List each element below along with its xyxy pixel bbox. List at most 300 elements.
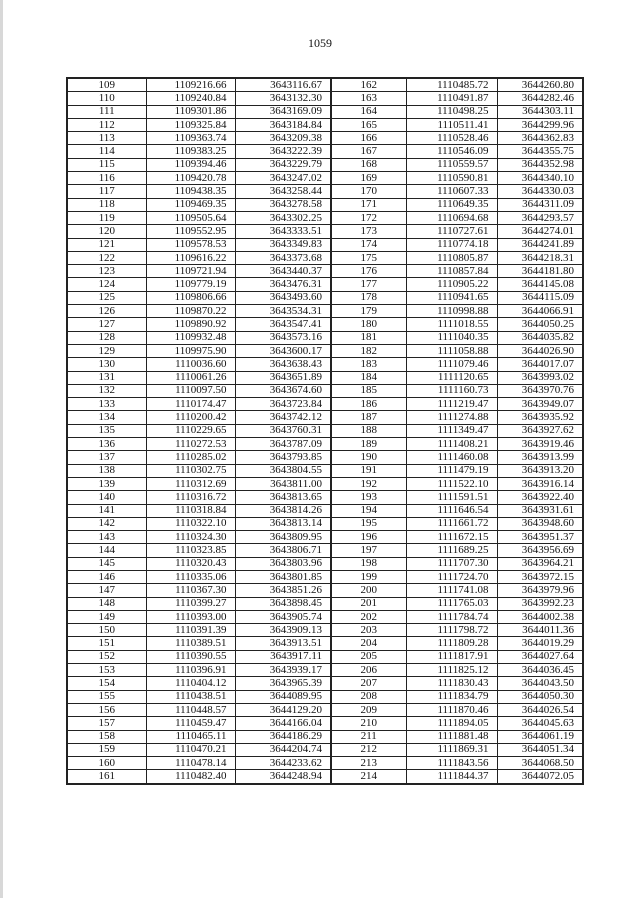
point-number-cell: 150 <box>67 624 146 637</box>
point-number-cell: 167 <box>331 145 406 158</box>
y-coordinate-cell: 3644026.90 <box>497 344 583 357</box>
point-number-cell: 187 <box>331 411 406 424</box>
y-coordinate-cell: 3644019.29 <box>497 637 583 650</box>
point-number-cell: 185 <box>331 384 406 397</box>
point-number-cell: 194 <box>331 504 406 517</box>
x-coordinate-cell: 1111120.65 <box>406 371 497 384</box>
point-number-cell: 132 <box>67 384 146 397</box>
point-number-cell: 141 <box>67 504 146 517</box>
x-coordinate-cell: 1111018.55 <box>406 318 497 331</box>
point-number-cell: 175 <box>331 251 406 264</box>
point-number-cell: 111 <box>67 105 146 118</box>
x-coordinate-cell: 1111765.03 <box>406 597 497 610</box>
x-coordinate-cell: 1109301.86 <box>146 105 235 118</box>
table-row <box>67 743 583 756</box>
point-number-cell: 173 <box>331 225 406 238</box>
x-coordinate-cell: 1111834.79 <box>406 690 497 703</box>
y-coordinate-cell: 3643927.62 <box>497 424 583 437</box>
x-coordinate-cell: 1111672.15 <box>406 531 497 544</box>
table-row <box>67 185 583 198</box>
point-number-cell: 213 <box>331 757 406 770</box>
x-coordinate-cell: 1110465.11 <box>146 730 235 743</box>
x-coordinate-cell: 1111870.46 <box>406 703 497 716</box>
x-coordinate-cell: 1110491.87 <box>406 92 497 105</box>
x-coordinate-cell: 1110905.22 <box>406 278 497 291</box>
y-coordinate-cell: 3644129.20 <box>235 703 331 716</box>
point-number-cell: 118 <box>67 198 146 211</box>
point-number-cell: 184 <box>331 371 406 384</box>
y-coordinate-cell: 3644303.11 <box>497 105 583 118</box>
point-number-cell: 171 <box>331 198 406 211</box>
y-coordinate-cell: 3644233.62 <box>235 757 331 770</box>
x-coordinate-cell: 1109325.84 <box>146 118 235 131</box>
table-row <box>67 118 583 131</box>
y-coordinate-cell: 3643948.60 <box>497 517 583 530</box>
table-row <box>67 132 583 145</box>
point-number-cell: 113 <box>67 132 146 145</box>
x-coordinate-cell: 1111058.88 <box>406 344 497 357</box>
y-coordinate-cell: 3643913.99 <box>497 451 583 464</box>
table-row <box>67 464 583 477</box>
point-number-cell: 139 <box>67 477 146 490</box>
x-coordinate-cell: 1111817.91 <box>406 650 497 663</box>
x-coordinate-cell: 1110061.26 <box>146 371 235 384</box>
y-coordinate-cell: 3644352.98 <box>497 158 583 171</box>
x-coordinate-cell: 1110320.43 <box>146 557 235 570</box>
y-coordinate-cell: 3643742.12 <box>235 411 331 424</box>
x-coordinate-cell: 1110649.35 <box>406 198 497 211</box>
table-row <box>67 225 583 238</box>
x-coordinate-cell: 1110390.55 <box>146 650 235 663</box>
table-row <box>67 344 583 357</box>
y-coordinate-cell: 3643964.21 <box>497 557 583 570</box>
coordinates-table <box>66 77 584 785</box>
y-coordinate-cell: 3643919.46 <box>497 438 583 451</box>
y-coordinate-cell: 3644027.64 <box>497 650 583 663</box>
point-number-cell: 193 <box>331 491 406 504</box>
x-coordinate-cell: 1110393.00 <box>146 610 235 623</box>
table-row <box>67 637 583 650</box>
y-coordinate-cell: 3644166.04 <box>235 717 331 730</box>
x-coordinate-cell: 1110482.40 <box>146 770 235 784</box>
x-coordinate-cell: 1110335.06 <box>146 570 235 583</box>
x-coordinate-cell: 1109806.66 <box>146 291 235 304</box>
x-coordinate-cell: 1111784.74 <box>406 610 497 623</box>
x-coordinate-cell: 1111040.35 <box>406 331 497 344</box>
table-row <box>67 411 583 424</box>
y-coordinate-cell: 3643116.67 <box>235 78 331 92</box>
table-row <box>67 78 583 92</box>
y-coordinate-cell: 3643979.96 <box>497 584 583 597</box>
y-coordinate-cell: 3644089.95 <box>235 690 331 703</box>
point-number-cell: 138 <box>67 464 146 477</box>
point-number-cell: 130 <box>67 358 146 371</box>
x-coordinate-cell: 1109721.94 <box>146 265 235 278</box>
y-coordinate-cell: 3644115.09 <box>497 291 583 304</box>
y-coordinate-cell: 3644051.34 <box>497 743 583 756</box>
table-row <box>67 92 583 105</box>
x-coordinate-cell: 1110727.61 <box>406 225 497 238</box>
point-number-cell: 199 <box>331 570 406 583</box>
point-number-cell: 109 <box>67 78 146 92</box>
point-number-cell: 121 <box>67 238 146 251</box>
y-coordinate-cell: 3643476.31 <box>235 278 331 291</box>
y-coordinate-cell: 3643169.09 <box>235 105 331 118</box>
y-coordinate-cell: 3644282.46 <box>497 92 583 105</box>
x-coordinate-cell: 1111741.08 <box>406 584 497 597</box>
x-coordinate-cell: 1109216.66 <box>146 78 235 92</box>
table-row <box>67 544 583 557</box>
y-coordinate-cell: 3644181.80 <box>497 265 583 278</box>
x-coordinate-cell: 1110511.41 <box>406 118 497 131</box>
point-number-cell: 153 <box>67 664 146 677</box>
point-number-cell: 162 <box>331 78 406 92</box>
y-coordinate-cell: 3643913.20 <box>497 464 583 477</box>
y-coordinate-cell: 3643373.68 <box>235 251 331 264</box>
point-number-cell: 176 <box>331 265 406 278</box>
y-coordinate-cell: 3643638.43 <box>235 358 331 371</box>
x-coordinate-cell: 1110312.69 <box>146 477 235 490</box>
table-row <box>67 251 583 264</box>
y-coordinate-cell: 3643814.26 <box>235 504 331 517</box>
y-coordinate-cell: 3644248.94 <box>235 770 331 784</box>
x-coordinate-cell: 1109363.74 <box>146 132 235 145</box>
x-coordinate-cell: 1109469.35 <box>146 198 235 211</box>
point-number-cell: 126 <box>67 305 146 318</box>
point-number-cell: 211 <box>331 730 406 743</box>
y-coordinate-cell: 3643939.17 <box>235 664 331 677</box>
y-coordinate-cell: 3644066.91 <box>497 305 583 318</box>
y-coordinate-cell: 3644186.29 <box>235 730 331 743</box>
point-number-cell: 160 <box>67 757 146 770</box>
point-number-cell: 131 <box>67 371 146 384</box>
point-number-cell: 117 <box>67 185 146 198</box>
x-coordinate-cell: 1110857.84 <box>406 265 497 278</box>
point-number-cell: 156 <box>67 703 146 716</box>
y-coordinate-cell: 3643440.37 <box>235 265 331 278</box>
point-number-cell: 159 <box>67 743 146 756</box>
table-row <box>67 291 583 304</box>
x-coordinate-cell: 1110036.60 <box>146 358 235 371</box>
point-number-cell: 134 <box>67 411 146 424</box>
y-coordinate-cell: 3643247.02 <box>235 172 331 185</box>
y-coordinate-cell: 3643600.17 <box>235 344 331 357</box>
point-number-cell: 195 <box>331 517 406 530</box>
y-coordinate-cell: 3643547.41 <box>235 318 331 331</box>
point-number-cell: 143 <box>67 531 146 544</box>
point-number-cell: 158 <box>67 730 146 743</box>
point-number-cell: 178 <box>331 291 406 304</box>
y-coordinate-cell: 3643258.44 <box>235 185 331 198</box>
point-number-cell: 152 <box>67 650 146 663</box>
point-number-cell: 205 <box>331 650 406 663</box>
x-coordinate-cell: 1111219.47 <box>406 398 497 411</box>
x-coordinate-cell: 1110229.65 <box>146 424 235 437</box>
y-coordinate-cell: 3644293.57 <box>497 211 583 224</box>
x-coordinate-cell: 1109870.22 <box>146 305 235 318</box>
x-coordinate-cell: 1110324.30 <box>146 531 235 544</box>
y-coordinate-cell: 3644050.25 <box>497 318 583 331</box>
point-number-cell: 192 <box>331 477 406 490</box>
y-coordinate-cell: 3644050.30 <box>497 690 583 703</box>
y-coordinate-cell: 3643949.07 <box>497 398 583 411</box>
y-coordinate-cell: 3644045.63 <box>497 717 583 730</box>
table-row <box>67 158 583 171</box>
x-coordinate-cell: 1110941.65 <box>406 291 497 304</box>
y-coordinate-cell: 3643851.26 <box>235 584 331 597</box>
y-coordinate-cell: 3644362.83 <box>497 132 583 145</box>
x-coordinate-cell: 1111869.31 <box>406 743 497 756</box>
point-number-cell: 212 <box>331 743 406 756</box>
x-coordinate-cell: 1109438.35 <box>146 185 235 198</box>
x-coordinate-cell: 1111591.51 <box>406 491 497 504</box>
point-number-cell: 181 <box>331 331 406 344</box>
table-row <box>67 211 583 224</box>
x-coordinate-cell: 1109616.22 <box>146 251 235 264</box>
x-coordinate-cell: 1110559.57 <box>406 158 497 171</box>
x-coordinate-cell: 1110389.51 <box>146 637 235 650</box>
y-coordinate-cell: 3643917.11 <box>235 650 331 663</box>
point-number-cell: 169 <box>331 172 406 185</box>
x-coordinate-cell: 1110694.68 <box>406 211 497 224</box>
table-row <box>67 757 583 770</box>
point-number-cell: 190 <box>331 451 406 464</box>
y-coordinate-cell: 3643333.51 <box>235 225 331 238</box>
table-row <box>67 331 583 344</box>
y-coordinate-cell: 3644011.36 <box>497 624 583 637</box>
y-coordinate-cell: 3643132.30 <box>235 92 331 105</box>
point-number-cell: 207 <box>331 677 406 690</box>
y-coordinate-cell: 3644299.96 <box>497 118 583 131</box>
point-number-cell: 142 <box>67 517 146 530</box>
point-number-cell: 168 <box>331 158 406 171</box>
x-coordinate-cell: 1111460.08 <box>406 451 497 464</box>
y-coordinate-cell: 3643302.25 <box>235 211 331 224</box>
table-row <box>67 318 583 331</box>
y-coordinate-cell: 3643931.61 <box>497 504 583 517</box>
y-coordinate-cell: 3644061.19 <box>497 730 583 743</box>
y-coordinate-cell: 3643534.31 <box>235 305 331 318</box>
y-coordinate-cell: 3643209.38 <box>235 132 331 145</box>
point-number-cell: 165 <box>331 118 406 131</box>
table-row <box>67 703 583 716</box>
x-coordinate-cell: 1110528.46 <box>406 132 497 145</box>
x-coordinate-cell: 1109394.46 <box>146 158 235 171</box>
table-row <box>67 145 583 158</box>
table-row <box>67 730 583 743</box>
x-coordinate-cell: 1110399.27 <box>146 597 235 610</box>
point-number-cell: 164 <box>331 105 406 118</box>
point-number-cell: 203 <box>331 624 406 637</box>
y-coordinate-cell: 3643804.55 <box>235 464 331 477</box>
y-coordinate-cell: 3643811.00 <box>235 477 331 490</box>
point-number-cell: 154 <box>67 677 146 690</box>
point-number-cell: 127 <box>67 318 146 331</box>
y-coordinate-cell: 3643813.65 <box>235 491 331 504</box>
table-row <box>67 278 583 291</box>
y-coordinate-cell: 3643909.13 <box>235 624 331 637</box>
x-coordinate-cell: 1109890.92 <box>146 318 235 331</box>
y-coordinate-cell: 3644043.50 <box>497 677 583 690</box>
y-coordinate-cell: 3644002.38 <box>497 610 583 623</box>
point-number-cell: 151 <box>67 637 146 650</box>
y-coordinate-cell: 3643898.45 <box>235 597 331 610</box>
y-coordinate-cell: 3643992.23 <box>497 597 583 610</box>
point-number-cell: 186 <box>331 398 406 411</box>
point-number-cell: 180 <box>331 318 406 331</box>
table-row <box>67 477 583 490</box>
x-coordinate-cell: 1110318.84 <box>146 504 235 517</box>
x-coordinate-cell: 1110174.47 <box>146 398 235 411</box>
table-row <box>67 451 583 464</box>
table-row <box>67 690 583 703</box>
y-coordinate-cell: 3644072.05 <box>497 770 583 784</box>
y-coordinate-cell: 3643956.69 <box>497 544 583 557</box>
point-number-cell: 182 <box>331 344 406 357</box>
point-number-cell: 119 <box>67 211 146 224</box>
x-coordinate-cell: 1110478.14 <box>146 757 235 770</box>
y-coordinate-cell: 3643573.16 <box>235 331 331 344</box>
y-coordinate-cell: 3643993.02 <box>497 371 583 384</box>
point-number-cell: 116 <box>67 172 146 185</box>
point-number-cell: 145 <box>67 557 146 570</box>
y-coordinate-cell: 3644218.31 <box>497 251 583 264</box>
y-coordinate-cell: 3644204.74 <box>235 743 331 756</box>
x-coordinate-cell: 1111881.48 <box>406 730 497 743</box>
page-number: 1059 <box>308 36 332 50</box>
point-number-cell: 114 <box>67 145 146 158</box>
y-coordinate-cell: 3644241.89 <box>497 238 583 251</box>
y-coordinate-cell: 3644274.01 <box>497 225 583 238</box>
table-row <box>67 531 583 544</box>
x-coordinate-cell: 1111274.88 <box>406 411 497 424</box>
x-coordinate-cell: 1109420.78 <box>146 172 235 185</box>
point-number-cell: 210 <box>331 717 406 730</box>
y-coordinate-cell: 3643651.89 <box>235 371 331 384</box>
x-coordinate-cell: 1110097.50 <box>146 384 235 397</box>
point-number-cell: 133 <box>67 398 146 411</box>
x-coordinate-cell: 1110485.72 <box>406 78 497 92</box>
y-coordinate-cell: 3643278.58 <box>235 198 331 211</box>
point-number-cell: 120 <box>67 225 146 238</box>
y-coordinate-cell: 3643806.71 <box>235 544 331 557</box>
table-row <box>67 664 583 677</box>
table-row <box>67 105 583 118</box>
x-coordinate-cell: 1111844.37 <box>406 770 497 784</box>
table-row <box>67 570 583 583</box>
table-row <box>67 198 583 211</box>
x-coordinate-cell: 1111843.56 <box>406 757 497 770</box>
point-number-cell: 188 <box>331 424 406 437</box>
point-number-cell: 144 <box>67 544 146 557</box>
y-coordinate-cell: 3643793.85 <box>235 451 331 464</box>
point-number-cell: 179 <box>331 305 406 318</box>
point-number-cell: 128 <box>67 331 146 344</box>
y-coordinate-cell: 3643916.14 <box>497 477 583 490</box>
y-coordinate-cell: 3644340.10 <box>497 172 583 185</box>
x-coordinate-cell: 1110200.42 <box>146 411 235 424</box>
x-coordinate-cell: 1111724.70 <box>406 570 497 583</box>
point-number-cell: 110 <box>67 92 146 105</box>
y-coordinate-cell: 3644026.54 <box>497 703 583 716</box>
x-coordinate-cell: 1111825.12 <box>406 664 497 677</box>
point-number-cell: 163 <box>331 92 406 105</box>
x-coordinate-cell: 1110272.53 <box>146 438 235 451</box>
point-number-cell: 149 <box>67 610 146 623</box>
y-coordinate-cell: 3644355.75 <box>497 145 583 158</box>
x-coordinate-cell: 1109383.25 <box>146 145 235 158</box>
x-coordinate-cell: 1110404.12 <box>146 677 235 690</box>
x-coordinate-cell: 1110998.88 <box>406 305 497 318</box>
y-coordinate-cell: 3643913.51 <box>235 637 331 650</box>
point-number-cell: 155 <box>67 690 146 703</box>
y-coordinate-cell: 3643922.40 <box>497 491 583 504</box>
table-row <box>67 424 583 437</box>
point-number-cell: 136 <box>67 438 146 451</box>
point-number-cell: 177 <box>331 278 406 291</box>
point-number-cell: 146 <box>67 570 146 583</box>
point-number-cell: 137 <box>67 451 146 464</box>
point-number-cell: 196 <box>331 531 406 544</box>
x-coordinate-cell: 1110285.02 <box>146 451 235 464</box>
point-number-cell: 115 <box>67 158 146 171</box>
point-number-cell: 202 <box>331 610 406 623</box>
point-number-cell: 208 <box>331 690 406 703</box>
x-coordinate-cell: 1109578.53 <box>146 238 235 251</box>
x-coordinate-cell: 1111160.73 <box>406 384 497 397</box>
x-coordinate-cell: 1110546.09 <box>406 145 497 158</box>
point-number-cell: 172 <box>331 211 406 224</box>
point-number-cell: 200 <box>331 584 406 597</box>
y-coordinate-cell: 3643349.83 <box>235 238 331 251</box>
x-coordinate-cell: 1111689.25 <box>406 544 497 557</box>
y-coordinate-cell: 3643935.92 <box>497 411 583 424</box>
table-row <box>67 438 583 451</box>
x-coordinate-cell: 1109505.64 <box>146 211 235 224</box>
point-number-cell: 189 <box>331 438 406 451</box>
table-row <box>67 624 583 637</box>
point-number-cell: 198 <box>331 557 406 570</box>
x-coordinate-cell: 1110323.85 <box>146 544 235 557</box>
x-coordinate-cell: 1110448.57 <box>146 703 235 716</box>
coordinates-table-body <box>67 78 583 784</box>
x-coordinate-cell: 1111479.19 <box>406 464 497 477</box>
x-coordinate-cell: 1110367.30 <box>146 584 235 597</box>
x-coordinate-cell: 1110438.51 <box>146 690 235 703</box>
y-coordinate-cell: 3644017.07 <box>497 358 583 371</box>
y-coordinate-cell: 3643229.79 <box>235 158 331 171</box>
point-number-cell: 148 <box>67 597 146 610</box>
x-coordinate-cell: 1110498.25 <box>406 105 497 118</box>
table-row <box>67 384 583 397</box>
x-coordinate-cell: 1110607.33 <box>406 185 497 198</box>
table-row <box>67 597 583 610</box>
x-coordinate-cell: 1111646.54 <box>406 504 497 517</box>
table-row <box>67 265 583 278</box>
y-coordinate-cell: 3643905.74 <box>235 610 331 623</box>
table-row <box>67 584 583 597</box>
table-row <box>67 172 583 185</box>
y-coordinate-cell: 3643222.39 <box>235 145 331 158</box>
x-coordinate-cell: 1109779.19 <box>146 278 235 291</box>
point-number-cell: 161 <box>67 770 146 784</box>
y-coordinate-cell: 3643813.14 <box>235 517 331 530</box>
point-number-cell: 122 <box>67 251 146 264</box>
x-coordinate-cell: 1110316.72 <box>146 491 235 504</box>
table-row <box>67 358 583 371</box>
y-coordinate-cell: 3644330.03 <box>497 185 583 198</box>
y-coordinate-cell: 3644145.08 <box>497 278 583 291</box>
